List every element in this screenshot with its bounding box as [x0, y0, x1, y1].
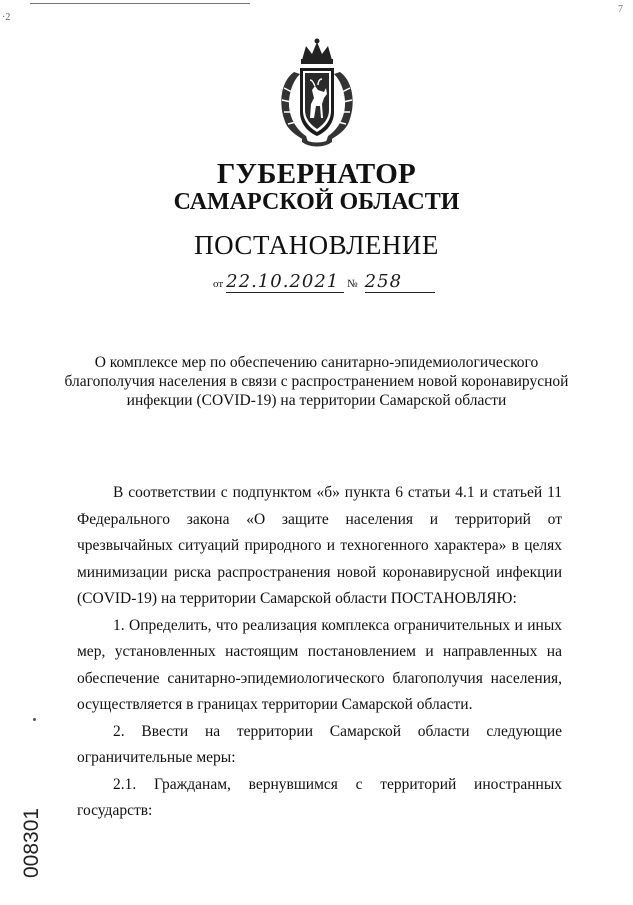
scan-edge-line	[30, 3, 250, 4]
paragraph-1: 1. Определить, что реализация комплекса ограничительных и иных мер, установленных настоящим постановлением и направленных на обеспечение санитарно-эпидемиологического благополучия населения, осуществляется в границах территории Самарской области.	[77, 616, 562, 713]
document-body	[77, 480, 562, 825]
org-title-line2: САМАРСКОЙ ОБЛАСТИ	[173, 189, 460, 215]
paragraph-preamble: В соответствии с подпунктом «б» пункта 6 статьи 4.1 и статьей 11 Федерального закона «О защите населения и территорий от чрезвычайных ситуаций природного и техногенного характера» в целях минимизации риска распространения новой коронавирусной инфекции (COVID-19) на территории Самарской области ПОСТАНОВЛЯЮ:	[77, 484, 562, 607]
paragraph-2: 2. Ввести на территории Самарской области следующие ограничительные меры:	[77, 722, 562, 766]
side-serial-text: 008301	[20, 807, 43, 878]
document-type: ПОСТАНОВЛЕНИЕ	[194, 230, 439, 260]
document-subject: О комплексе мер по обеспечению санитарно-эпидемиологического благополучия населения в связи с распространением новой коронавирусной инфекции (COVID-19) на территории Самарской области	[64, 354, 569, 409]
org-title-line1: ГУБЕРНАТОР	[216, 158, 417, 190]
side-serial-number	[20, 776, 48, 878]
paragraph-2-1: 2.1. Гражданам, вернувшимся с территорий иностранных государств:	[77, 775, 562, 819]
date-number-line	[213, 271, 435, 293]
scan-corner-mark: 7	[618, 4, 623, 15]
scan-mark: ·2	[2, 12, 11, 23]
document-number: 258	[365, 271, 435, 293]
document-date: 22.10.2021	[226, 271, 344, 293]
number-prefix: №	[347, 278, 358, 290]
coat-of-arms-samara-icon	[272, 38, 362, 150]
date-prefix: от	[213, 278, 224, 290]
scan-dot	[33, 718, 36, 721]
